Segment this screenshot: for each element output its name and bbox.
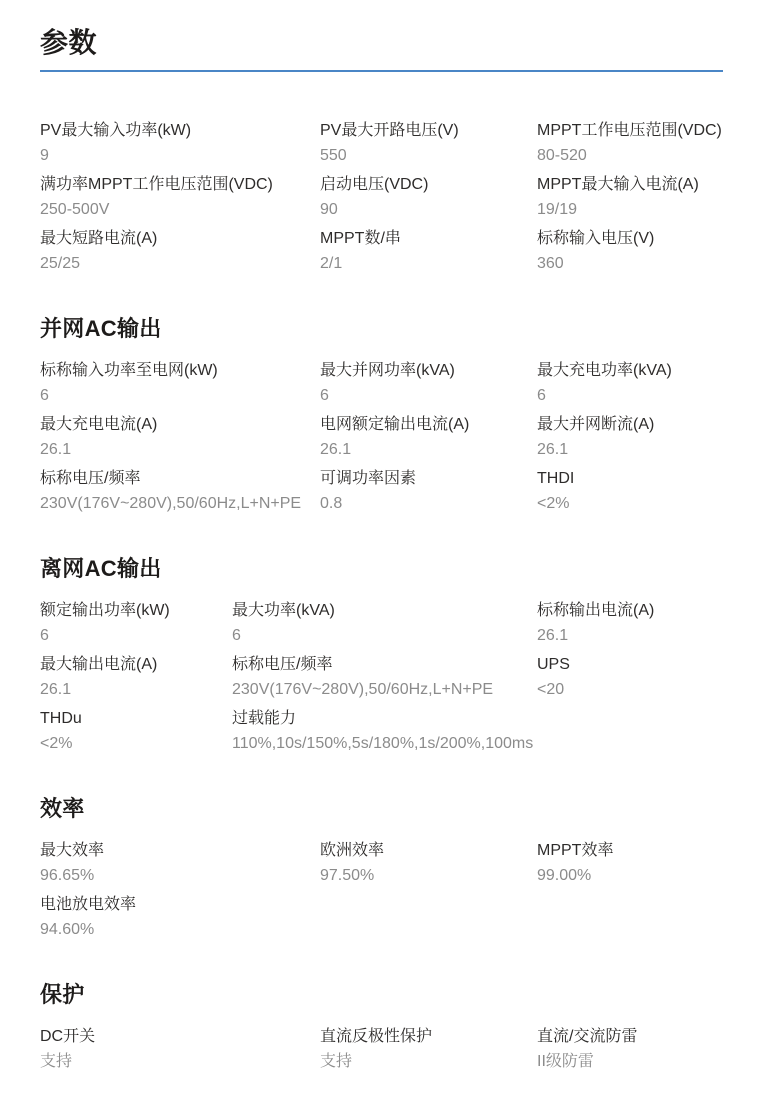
- spec-item: [537, 598, 723, 648]
- spec-item-label: MPPT效率: [537, 842, 614, 859]
- spec-row: [40, 118, 723, 168]
- spec-item: [40, 358, 320, 408]
- spec-item-value: 6: [232, 627, 241, 644]
- spec-item-value: 25/25: [40, 255, 81, 272]
- page-title: 参数: [40, 27, 98, 58]
- spec-item-label: 额定输出功率(kW): [40, 602, 170, 619]
- spec-item-empty: [537, 892, 723, 942]
- spec-item-label: DC开关: [40, 1028, 96, 1045]
- spec-item-label: 可调功率因素: [320, 470, 417, 487]
- spec-item-label: UPS: [537, 656, 570, 673]
- spec-item-value: 110%,10s/150%,5s/180%,1s/200%,100ms: [232, 735, 534, 752]
- spec-row: [40, 466, 723, 516]
- spec-row: [40, 1024, 723, 1074]
- spec-row: [40, 838, 723, 888]
- spec-item-label: THDI: [537, 470, 575, 487]
- spec-item: [537, 358, 723, 408]
- spec-item: [40, 172, 320, 222]
- spec-item-value: 230V(176V~280V),50/60Hz,L+N+PE: [40, 495, 302, 512]
- spec-item: [320, 118, 537, 168]
- spec-item-label: 最大充电功率(kVA): [537, 362, 672, 379]
- spec-item-value: 94.60%: [40, 921, 95, 938]
- spec-row: [40, 412, 723, 462]
- spec-item: [320, 838, 537, 888]
- spec-item-label: 最大短路电流(A): [40, 230, 158, 247]
- section-heading: 保护: [40, 982, 85, 1007]
- spec-row: [40, 598, 723, 648]
- spec-item-label: 标称输入功率至电网(kW): [40, 362, 218, 379]
- spec-item: [40, 226, 320, 276]
- spec-item-label: 最大输出电流(A): [40, 656, 158, 673]
- spec-section-offgrid-ac-output: [40, 556, 723, 756]
- spec-row: [40, 652, 723, 702]
- spec-item: [537, 226, 723, 276]
- spec-item-label: 标称输出电流(A): [537, 602, 655, 619]
- spec-item: [40, 118, 320, 168]
- spec-item-label: 标称输入电压(V): [537, 230, 655, 247]
- spec-section-grid-ac-output: [40, 316, 723, 516]
- spec-item: [40, 466, 320, 516]
- spec-item-value: II级防雷: [537, 1053, 594, 1070]
- spec-item: [320, 226, 537, 276]
- spec-item: [537, 652, 723, 702]
- spec-section-pv-input: [40, 118, 723, 276]
- spec-item-value: 80-520: [537, 147, 587, 164]
- spec-item-value: 26.1: [320, 441, 352, 458]
- spec-row: [40, 706, 723, 756]
- spec-item-value: 97.50%: [320, 867, 375, 884]
- section-heading: 效率: [40, 796, 85, 821]
- spec-main: [40, 118, 723, 1074]
- spec-item: [537, 172, 723, 222]
- spec-item: [40, 892, 320, 942]
- spec-row: [40, 892, 723, 942]
- spec-item-label: 最大效率: [40, 842, 105, 859]
- spec-item: [537, 466, 723, 516]
- spec-item-value: 9: [40, 147, 49, 164]
- spec-item: [40, 1024, 320, 1074]
- spec-item-label: 电池放电效率: [40, 896, 137, 913]
- spec-item-value: 26.1: [40, 681, 72, 698]
- spec-item-label: MPPT最大输入电流(A): [537, 176, 699, 193]
- spec-item-value: 26.1: [40, 441, 72, 458]
- spec-section-protection: [40, 982, 723, 1074]
- spec-item-label: MPPT数/串: [320, 230, 401, 247]
- spec-item: [232, 706, 537, 756]
- spec-item: [320, 1024, 537, 1074]
- spec-item: [537, 1024, 723, 1074]
- spec-item-value: <2%: [537, 495, 570, 512]
- spec-item-value: 90: [320, 201, 338, 218]
- spec-item: [537, 838, 723, 888]
- spec-item: [40, 598, 232, 648]
- spec-item-value: 6: [320, 387, 329, 404]
- spec-item-value: 6: [537, 387, 546, 404]
- spec-item-value: <2%: [40, 735, 73, 752]
- spec-item: [232, 598, 537, 648]
- spec-item-empty: [537, 706, 723, 756]
- spec-item-value: 550: [320, 147, 347, 164]
- spec-item-value: 支持: [320, 1053, 353, 1070]
- section-heading: 离网AC输出: [40, 556, 162, 581]
- spec-item: [537, 118, 723, 168]
- spec-item-label: 最大功率(kVA): [232, 602, 335, 619]
- spec-item-label: 标称电压/频率: [232, 656, 333, 673]
- spec-item-value: 99.00%: [537, 867, 592, 884]
- spec-section-efficiency: [40, 796, 723, 942]
- spec-item: [40, 838, 320, 888]
- spec-item-label: 电网额定输出电流(A): [320, 416, 470, 433]
- spec-item-value: <20: [537, 681, 565, 698]
- spec-item-value: 0.8: [320, 495, 343, 512]
- spec-item-label: 直流/交流防雷: [537, 1028, 638, 1045]
- section-heading: 并网AC输出: [40, 316, 162, 341]
- spec-item: [40, 652, 232, 702]
- title-underline: [40, 70, 723, 72]
- spec-item: [40, 706, 232, 756]
- spec-item-value: 19/19: [537, 201, 578, 218]
- spec-row: [40, 226, 723, 276]
- spec-item-label: 最大并网功率(kVA): [320, 362, 455, 379]
- spec-item-value: 360: [537, 255, 564, 272]
- spec-item-value: 230V(176V~280V),50/60Hz,L+N+PE: [232, 681, 494, 698]
- spec-item-label: MPPT工作电压范围(VDC): [537, 122, 722, 139]
- spec-item: [320, 466, 537, 516]
- spec-item-value: 支持: [40, 1053, 73, 1070]
- spec-item-value: 250-500V: [40, 201, 110, 218]
- spec-item-value: 96.65%: [40, 867, 95, 884]
- spec-row: [40, 172, 723, 222]
- spec-item: [320, 412, 537, 462]
- spec-item-label: PV最大开路电压(V): [320, 122, 459, 139]
- spec-item-label: 标称电压/频率: [40, 470, 141, 487]
- spec-item: [537, 412, 723, 462]
- spec-item-empty: [320, 892, 537, 942]
- spec-item-label: 最大充电电流(A): [40, 416, 158, 433]
- spec-item-label: 欧洲效率: [320, 842, 385, 859]
- spec-item: [40, 412, 320, 462]
- spec-item: [320, 172, 537, 222]
- spec-item-label: THDu: [40, 710, 82, 727]
- spec-item-label: 满功率MPPT工作电压范围(VDC): [40, 176, 273, 193]
- spec-item: [320, 358, 537, 408]
- spec-item-value: 2/1: [320, 255, 343, 272]
- spec-item-label: 最大并网断流(A): [537, 416, 655, 433]
- spec-item-label: 直流反极性保护: [320, 1028, 433, 1045]
- spec-row: [40, 358, 723, 408]
- spec-item-value: 6: [40, 387, 49, 404]
- spec-item-label: PV最大输入功率(kW): [40, 122, 192, 139]
- spec-item-value: 26.1: [537, 441, 569, 458]
- spec-item-value: 26.1: [537, 627, 569, 644]
- spec-item: [232, 652, 537, 702]
- spec-item-label: 启动电压(VDC): [320, 176, 429, 193]
- spec-item-label: 过载能力: [232, 710, 297, 727]
- spec-item-value: 6: [40, 627, 49, 644]
